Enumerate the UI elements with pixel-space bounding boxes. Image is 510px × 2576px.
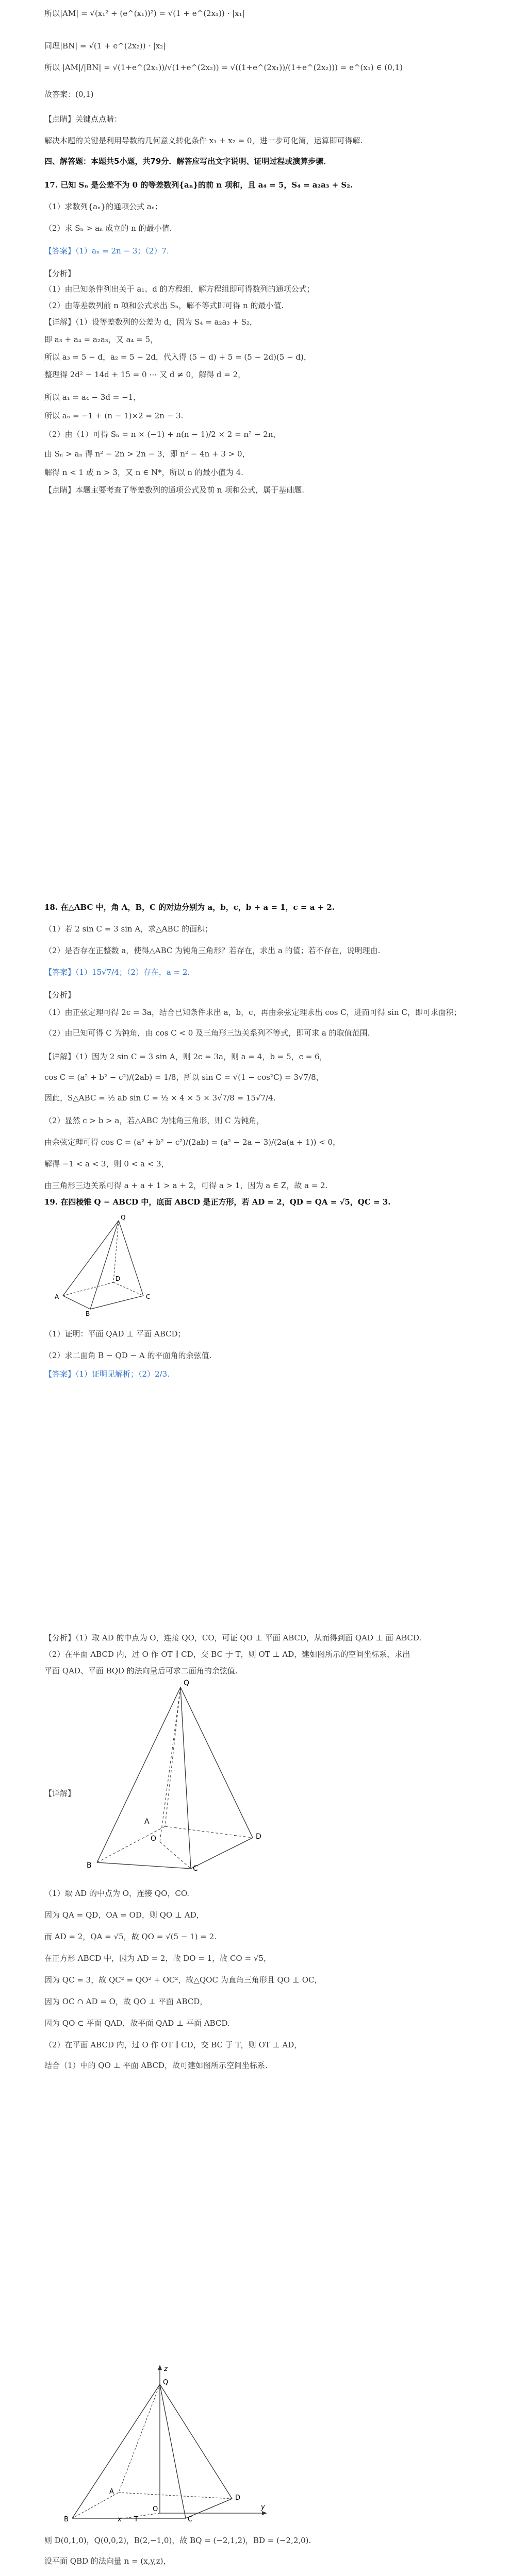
text-line-l03: 所以 |AM|/|BN| = √(1+e^(2x₁))/√(1+e^(2x₂)) = √((1+e^(2x₁))/(1+e^(2x₂))) = e^(x₁) ∈ (0,1) [44,63,403,72]
text-line-l06: 解决本题的关键是利用导数的几何意义转化条件 x₁ + x₂ = 0，进一步可化简，运算即可得解. [44,136,363,145]
text-line-l51: 因为 QC = 3，故 QC² = QO² + OC²，故△QOC 为直角三角形且 QO ⊥ OC， [44,1975,322,1985]
label-C: C [193,1865,198,1873]
text-line-l28: 【答案】（1）15√7/4；（2）存在，a = 2. [44,968,190,977]
text-line-l25: 18. 在△ABC 中，角 A，B，C 的对边分别为 a，b，c，b + a = 1，c = a + 2. [44,903,335,912]
text-line-l18: 整理得 2d² − 14d + 15 = 0 ⋯ 又 d ≠ 0，解得 d = 2， [44,370,246,379]
label-D: D [116,1275,121,1282]
label-B: B [86,1310,90,1316]
text-line-l10: （2）求 Sₙ > aₙ 成立的 n 的最小值. [44,224,172,233]
text-line-l57: 设平面 QBD 的法向量 n = (x,y,z)， [44,2556,171,2566]
label-A: A [55,1293,59,1300]
coordinate-figure [57,2364,273,2523]
text-line-l37: 解得 −1 < a < 3，则 0 < a < 3， [44,1159,169,1168]
text-line-l13: （1）由已知条件列出关于 a₁、d 的方程组，解方程组即可得数列的通项公式； [44,284,315,294]
label-C: C [188,2516,193,2523]
label-z: z [164,2365,168,2373]
text-line-l42: 【答案】（1）证明见解析；（2）2/3. [44,1369,170,1379]
text-line-l45: 平面 QAD、平面 BQD 的法向量后可求二面角的余弦值. [44,1666,238,1675]
label-B: B [64,2516,69,2523]
label-D: D [235,2494,241,2502]
label-O: O [153,2505,158,2513]
text-line-l07: 四、解答题：本题共5小题，共79分．解答应写出文字说明、证明过程或演算步骤． [44,157,332,166]
label-T: T [134,2516,138,2523]
text-line-l05: 【点睛】关键点点睛： [44,114,122,124]
text-line-l20: 所以 aₙ = −1 + (n − 1)×2 = 2n − 3. [44,411,184,420]
text-line-l19: 所以 a₁ = a₄ − 3d = −1， [44,393,141,402]
text-line-l02: 同理|BN| = √(1 + e^(2x₂)) · |x₂| [44,41,166,50]
label-D: D [256,1833,261,1841]
label-Q: Q [184,1679,190,1687]
pyramid-solution-figure [83,1677,268,1873]
label-B: B [87,1861,92,1870]
pyramid-figure [52,1213,160,1316]
text-line-l30: （1）由正弦定理可得 2c = 3a，结合已知条件求出 a，b，c，再由余弦定理求出 cos C，进而可得 sin C，即可求面积； [44,1008,462,1017]
text-line-l47: （1）取 AD 的中点为 O，连接 QO，CO. [44,1889,190,1898]
text-line-l29: 【分析】 [44,990,76,999]
text-line-l04: 故答案：(0,1) [44,90,94,99]
text-line-l11: 【答案】（1）aₙ = 2n − 3；（2）7. [44,246,169,256]
label-A: A [109,2488,114,2496]
text-line-l35: （2）显然 c > b > a，若△ABC 为钝角三角形，则 C 为钝角， [44,1116,265,1125]
text-line-l32: 【详解】（1）因为 2 sin C = 3 sin A，则 2c = 3a，则 a = 4，b = 5，c = 6， [44,1052,327,1061]
text-line-l41: （2）求二面角 B − QD − A 的平面角的余弦值. [44,1351,212,1360]
text-line-l17: 所以 a₃ = 5 − d，a₂ = 5 − 2d，代入得 (5 − d) + 5 = (5 − 2d)(5 − d)， [44,352,311,362]
label-C: C [146,1293,151,1300]
label-A: A [144,1818,150,1826]
text-line-l08: 17. 已知 Sₙ 是公差不为 0 的等差数列{aₙ}的前 n 项和，且 a₄ = 5，S₄ = a₂a₃ + S₂. [44,180,353,190]
label-O: O [151,1835,157,1843]
text-line-l31: （2）由已知可得 C 为钝角，由 cos C < 0 及三角形三边关系列不等式，即可求 a 的取值范围. [44,1028,370,1038]
text-line-l26: （1）若 2 sin C = 3 sin A，求△ABC 的面积； [44,924,213,934]
label-Q: Q [163,2379,169,2386]
text-line-l54: （2）在平面 ABCD 内，过 O 作 OT ∥ CD，交 BC 于 T，则 OT ⊥ AD， [44,2040,302,2049]
label-Q: Q [121,1214,126,1221]
text-line-l24: 【点睛】本题主要考查了等差数列的通项公式及前 n 项和公式，属于基础题. [44,485,304,495]
text-line-l21: （2）由（1）可得 Sₙ = n × (−1) + n(n − 1)/2 × 2 = n² − 2n， [44,430,281,439]
text-line-l43: 【分析】（1）取 AD 的中点为 O，连接 QO，CO，可证 QO ⊥ 平面 ABCD，从而得到面 QAD ⊥ 面 ABCD. [44,1633,422,1642]
label-y: y [261,2503,265,2511]
text-line-l39: 19. 在四棱锥 Q − ABCD 中，底面 ABCD 是正方形，若 AD = 2，QD = QA = √5，QC = 3. [44,1197,391,1207]
text-line-l53: 因为 QO ⊂ 平面 QAD，故平面 QAD ⊥ 平面 ABCD. [44,2019,230,2028]
text-line-l52: 因为 OC ∩ AD = O，故 QO ⊥ 平面 ABCD， [44,1997,208,2006]
text-line-l40: （1）证明：平面 QAD ⊥ 平面 ABCD； [44,1329,186,1338]
text-line-l46: 【详解】 [44,1789,76,1798]
text-line-l15: 【详解】（1）设等差数列的公差为 d，因为 S₄ = a₂a₃ + S₂， [44,317,257,327]
text-line-l14: （2）由等差数列前 n 项和公式求出 Sₙ，解不等式即可得 n 的最小值. [44,301,284,310]
text-line-l09: （1）求数列{aₙ}的通项公式 aₙ； [44,202,163,211]
text-line-l56: 则 D(0,1,0)，Q(0,0,2)，B(2,−1,0)，故 BQ = (−2,1,2)，BD = (−2,2,0). [44,2536,311,2545]
text-line-l55: 结合（1）中的 QO ⊥ 平面 ABCD，故可建如图所示空间坐标系. [44,2061,268,2070]
text-line-l16: 即 a₃ + a₄ = a₂a₃，又 a₄ = 5， [44,335,158,344]
text-line-l49: 而 AD = 2，QA = √5，故 QO = √(5 − 1) = 2. [44,1932,217,1941]
text-line-l27: （2）是否存在正整数 a，使得△ABC 为钝角三角形？若存在，求出 a 的值；若不存在，说明理由. [44,946,381,955]
text-line-l23: 解得 n < 1 或 n > 3，又 n ∈ N*，所以 n 的最小值为 4. [44,468,243,477]
text-line-l44: （2）在平面 ABCD 内，过 O 作 OT ∥ CD，交 BC 于 T，则 OT ⊥ AD，建如图所示的空间坐标系，求出 [44,1650,410,1659]
text-line-l01: 所以|AM| = √(x₁² + (e^(x₁))²) = √(1 + e^(2x₁)) · |x₁| [44,9,245,18]
text-line-l38: 由三角形三边关系可得 a + a + 1 > a + 2，可得 a > 1，因为 a ∈ Z，故 a = 2. [44,1181,328,1190]
text-line-l22: 由 Sₙ > aₙ 得 n² − 2n > 2n − 3，即 n² − 4n + 3 > 0， [44,449,250,459]
text-line-l12: 【分析】 [44,269,76,278]
text-line-l36: 由余弦定理可得 cos C = (a² + b² − c²)/(2ab) = (a² − 2a − 3)/(2a(a + 1)) < 0， [44,1138,341,1147]
text-line-l33: cos C = (a² + b² − c²)/(2ab) = 1/8，所以 sin C = √(1 − cos²C) = 3√7/8， [44,1073,324,1082]
text-line-l50: 在正方形 ABCD 中，因为 AD = 2，故 DO = 1，故 CO = √5， [44,1954,271,1963]
text-line-l34: 因此，S△ABC = ½ ab sin C = ½ × 4 × 5 × 3√7/8 = 15√7/4. [44,1093,276,1103]
label-x: x [118,2516,122,2523]
text-line-l48: 因为 QA = QD，OA = OD，则 QO ⊥ AD， [44,1910,204,1920]
